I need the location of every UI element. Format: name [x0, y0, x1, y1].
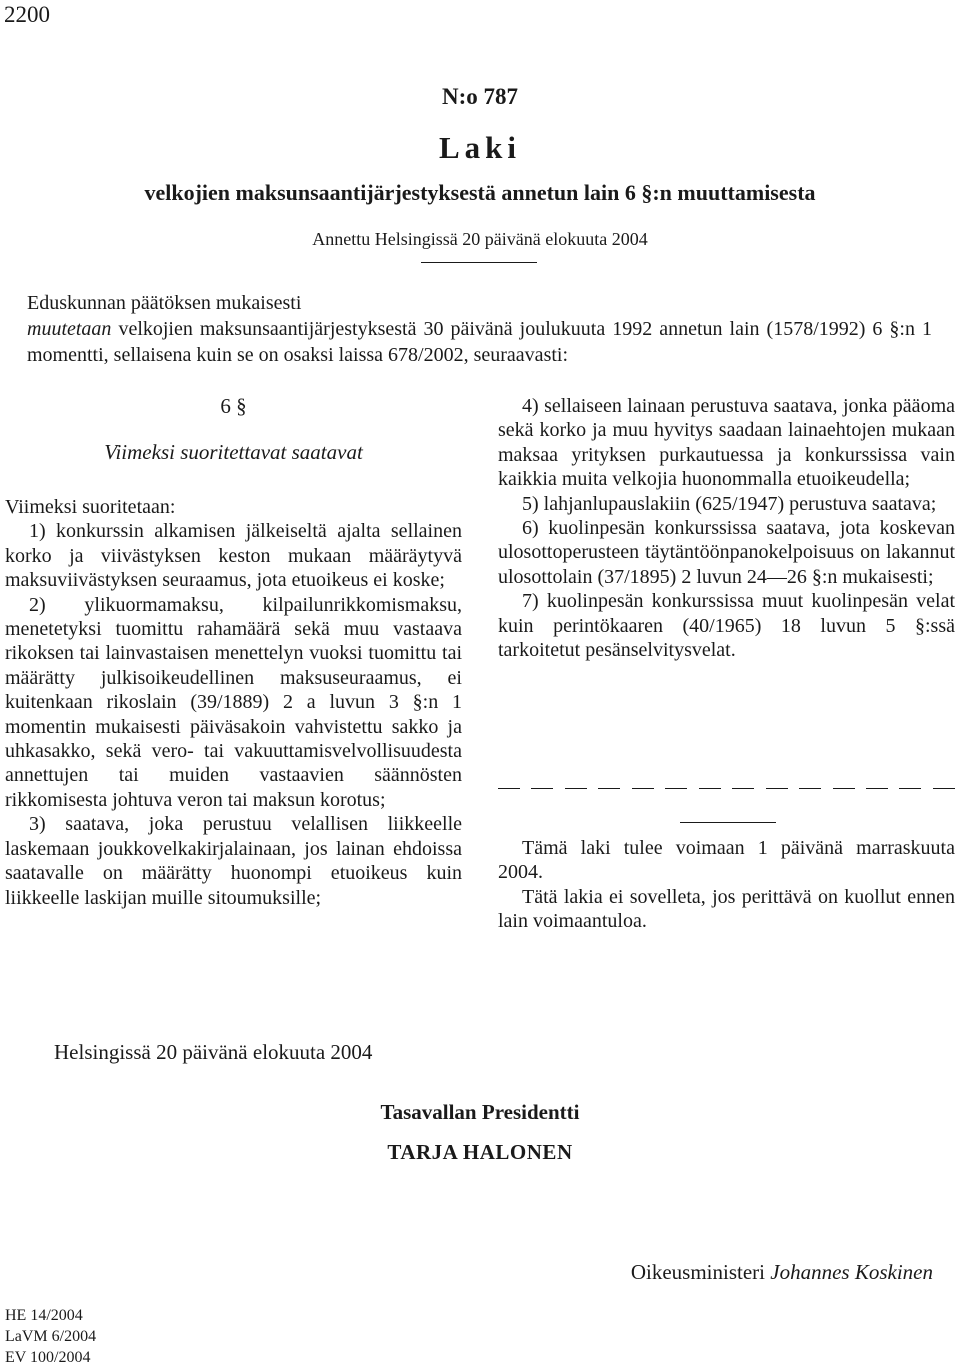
paragraph: 7) kuolinpesän konkurssissa muut kuolinpesän velat kuin perintökaaren (40/1965) 18 luvun 5 §:ssä tarkoitetut pesänselvitysvelat.: [498, 590, 955, 662]
paragraph: 5) lahjanlupauslakiin (625/1947) perustuva saatava;: [522, 492, 937, 515]
omission-dashes: [498, 788, 955, 789]
preamble: [27, 290, 932, 368]
paragraph: 4) sellaiseen lainaan perustuva saatava, jonka pääoma sekä korko ja muu hyvitys saadaan lainaehtojen mukaan maksaa yrityksen purkautuessa ja konkurssissa vain kaikkia muita velkojia huonommalla etuoikeudella;: [498, 395, 955, 491]
paragraph: 6) kuolinpesän konkurssissa saatava, jota koskevan ulosottoperusteen täytäntöönpanokelpoisuus on lakannut ulosottolain (37/1895) 2 luvun 24—26 §:n mukaisesti;: [498, 517, 955, 588]
entry-into-force: [498, 836, 955, 934]
statute-number: N:o 787: [441, 84, 519, 109]
preamble-amendment: [27, 316, 932, 368]
page-number: 2200: [4, 2, 50, 27]
section-number: 6 §: [220, 394, 247, 418]
reference: HE 14/2004: [5, 1307, 83, 1324]
header-divider: [421, 262, 537, 263]
legislative-references: [5, 1305, 96, 1368]
president-name: TARJA HALONEN: [387, 1140, 573, 1164]
preamble-line-1: Eduskunnan päätöksen mukaisesti: [27, 292, 302, 314]
section-divider: [680, 822, 776, 823]
document-title: Laki: [438, 130, 522, 165]
paragraph: 3) saatava, joka perustuu velallisen liikkeelle laskemaan joukkovelkakirjalainaan, jos lainan ehdoissa saatavalle on määrätty huonompi etuoikeus kuin liikkeelle laskijan muille sitoumuksille;: [5, 813, 462, 909]
left-column: [5, 495, 462, 910]
document-subtitle: velkojien maksunsaantijärjestyksestä annetun lain 6 §:n muuttamisesta: [144, 180, 816, 205]
paragraph: 2) ylikuormamaksu, kilpailunrikkomismaksu, menetetyksi tuomittu rahamäärä sekä muu vastaava rikoksen tai lainvastaisen menettelyn vuoksi tuomittu tai määrätty julkisoikeudellinen maksuseuraamus, ei kuitenkaan rikoslain (39/1889) 2 a luvun 3 §:n 1 momentin mukaisesti päiväsakoin vahvistettu sakko ja uhkasakko, sekä vero- tai vakuuttamisvelvollisuudesta annettujen tai muiden vastaavien säännösten rikkomisesta johtuva veron tai maksun korotus;: [5, 593, 462, 811]
minister-title: Oikeusministeri: [630, 1260, 766, 1284]
paragraph: Tätä lakia ei sovelleta, jos perittävä on kuollut ennen lain voimaantuloa.: [498, 885, 955, 933]
right-column: [498, 394, 955, 662]
signing-place-date: Helsingissä 20 päivänä elokuuta 2004: [54, 1040, 373, 1064]
section-title: Viimeksi suoritettavat saatavat: [104, 440, 363, 464]
reference: EV 100/2004: [5, 1349, 91, 1366]
preamble-keyword: muutetaan: [27, 318, 112, 340]
issued-date: Annettu Helsingissä 20 päivänä elokuuta 2004: [312, 229, 648, 249]
minister-signature: [631, 1260, 933, 1285]
paragraph: Tämä laki tulee voimaan 1 päivänä marraskuuta 2004.: [498, 837, 955, 884]
paragraph: 1) konkurssin alkamisen jälkeiseltä ajalta sellainen korko ja viivästyksen keston mukaan määräytyvä maksuviivästyksen seuraamus, jota etuoikeus ei koske;: [5, 520, 462, 592]
paragraph: Viimeksi suoritetaan:: [5, 496, 176, 518]
president-title: Tasavallan Presidentti: [380, 1100, 580, 1124]
minister-name: Johannes Koskinen: [770, 1260, 933, 1284]
preamble-text: velkojien maksunsaantijärjestyksestä 30 päivänä joulukuuta 1992 annetun lain (1578/1992) 6 §:n 1 momentti, sellaisena kuin se on osaksi laissa 678/2002, seuraavasti:: [27, 318, 932, 366]
reference: LaVM 6/2004: [5, 1328, 97, 1345]
